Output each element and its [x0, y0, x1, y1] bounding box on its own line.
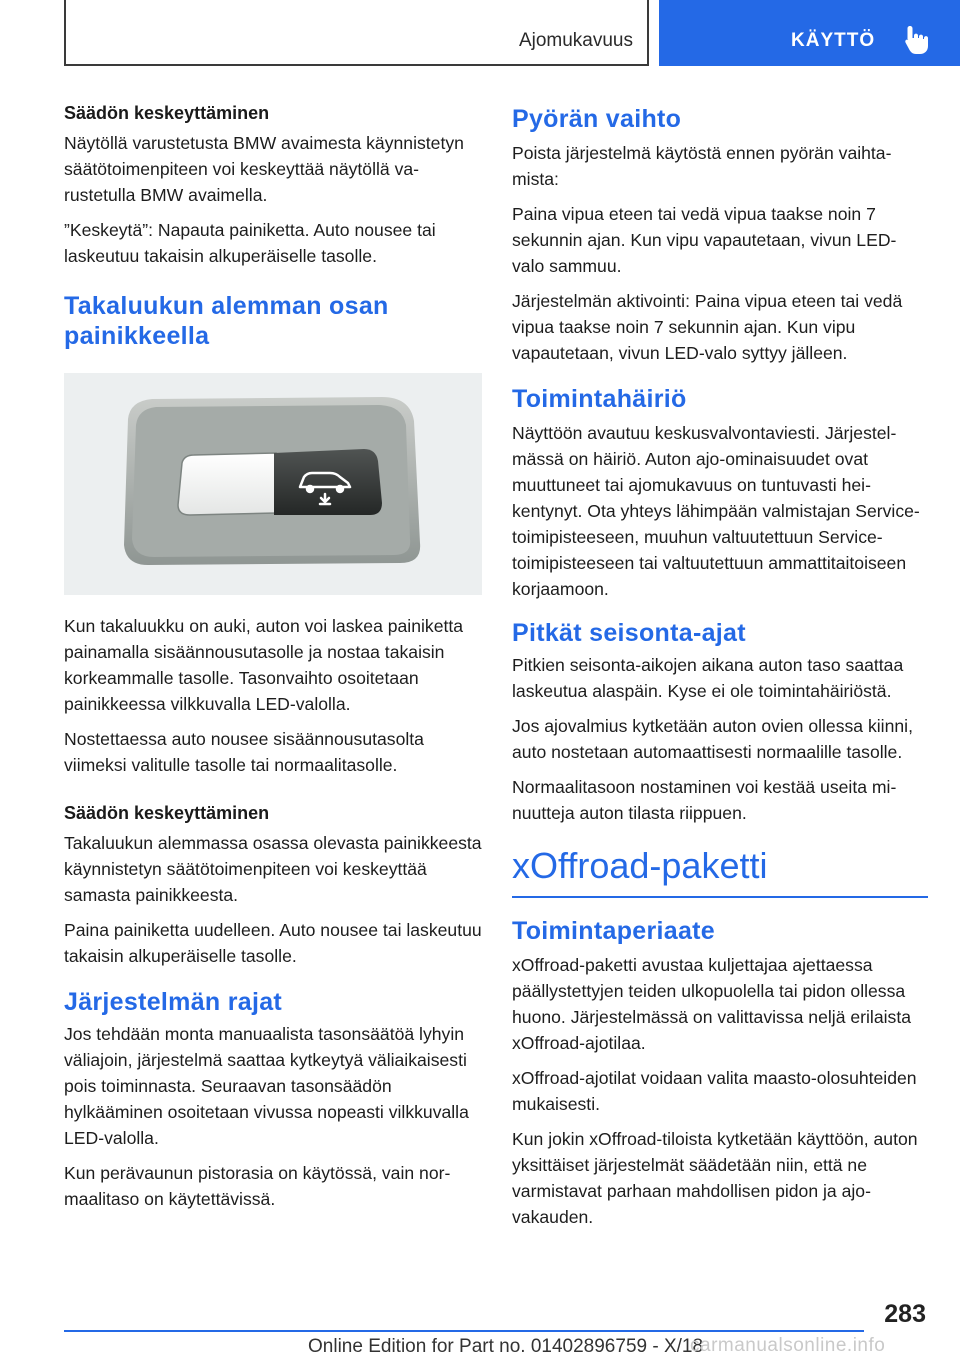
page-number: 283: [884, 1300, 926, 1328]
paragraph: Kun takaluukku on auki, auton voi laskea painiketta painamalla sisäännousutasolle ja nostaa takaisin korkeammalle tasolle. Tasonvaihto osoitetaan painikkeessa vilkkuvalla LED-valolla.: [64, 616, 464, 714]
header-chapter-title: KÄYTTÖ: [791, 30, 876, 51]
paragraph: Pitkien seisonta-aikojen aikana auton taso saattaa laskeutua alaspäin. Kyse ei ole toimintahäiriöstä.: [512, 655, 904, 701]
section-heading-principle: Toimintaperiaate: [512, 917, 715, 945]
paragraph: Näyttöön avautuu keskusvalvontaviesti. Järjestelmässä on häiriö. Auton ajo-ominaisuudet ovat muuttuneet tai ajomukavuus on tuntuvasti heikentynyt. Ota yhteys lähimpään valmistajan Service-toimipisteeseen, muuhun valtuutettuun Service-toimipisteeseen tai valtuutettuun ammattitaitoiseen korjaamoon.: [512, 423, 920, 599]
left-column: [64, 100, 482, 1221]
footer-edition-text: Online Edition for Part no. 01402896759 - X/18: [308, 1336, 704, 1357]
pointing-hand-icon: [904, 24, 932, 56]
section-heading-system-limits: Järjestelmän rajat: [64, 988, 283, 1016]
paragraph: Jos ajovalmius kytketään auton ovien ollessa kiinni, auto nostetaan automaattisesti normaalille tasolle.: [512, 716, 913, 762]
paragraph: Paina vipua eteen tai vedä vipua taakse noin 7 sekunnin ajan. Kun vipu vapautetaan, vivun LED-valo sammuu.: [512, 204, 897, 276]
header-section-box: [64, 0, 649, 66]
subheading-cancel-adjustment-2: Säädön keskeyttäminen: [64, 803, 270, 823]
paragraph: xOffroad-paketti avustaa kuljettajaa ajettaessa päällystettyjen teiden ulkopuolella tai pidon ollessa huono. Järjestelmässä on valittavissa neljä erilaista xOffroad-ajotilaa.: [512, 955, 911, 1053]
footer-divider: [64, 1330, 864, 1332]
paragraph: xOffroad-ajotilat voidaan valita maasto-olosuhteiden mukaisesti.: [512, 1068, 917, 1114]
section-heading-malfunction: Toimintahäiriö: [512, 385, 687, 413]
tailgate-lowering-button-icon: [64, 373, 482, 595]
right-column: [512, 100, 928, 1239]
section-heading-wheel-change: Pyörän vaihto: [512, 105, 682, 133]
paragraph: ”Keskeytä”: Napauta painiketta. Auto nousee tai laskeutuu takaisin alkuperäiselle tasolle.: [64, 220, 436, 266]
paragraph: Paina painiketta uudelleen. Auto nousee tai laskeutuu takaisin alkuperäiselle tasolle.: [64, 920, 482, 966]
subheading-cancel-adjustment: Säädön keskeyttäminen: [64, 103, 270, 123]
header-chapter-tab: [659, 0, 960, 66]
paragraph: Kun jokin xOffroad-tiloista kytketään käyttöön, auton yksittäiset järjestelmät säädetään niin, että ne varmistavat parhaan mahdollisen pidon ja ajovakauden.: [512, 1129, 918, 1227]
paragraph: Poista järjestelmä käytöstä ennen pyörän vaihtamista:: [512, 143, 892, 189]
section-heading-tailgate-button: Takaluukun alemman osan painikkeella: [64, 292, 389, 350]
paragraph: Näytöllä varustetusta BMW avaimesta käynnistetyn säätötoimenpiteen voi keskeyttää näytöllä varustetulla BMW avaimella.: [64, 133, 464, 205]
tailgate-button-figure: [64, 373, 482, 595]
paragraph: Kun perävaunun pistorasia on käytössä, vain normaalitaso on käytettävissä.: [64, 1163, 451, 1209]
section-heading-long-standing: Pitkät seisonta-ajat: [512, 619, 746, 647]
paragraph: Järjestelmän aktivointi: Paina vipua eteen tai vedä vipua taakse noin 7 sekunnin ajan. Kun vipu vapautetaan, vivun LED-valo syttyy jälleen.: [512, 291, 903, 363]
paragraph: Jos tehdään monta manuaalista tasonsäätöä lyhyin väliajoin, järjestelmä saattaa kytkeytyä väliaikaisesti pois toiminnasta. Seuraavan tasonsäädön hylkääminen osoitetaan vivussa nopeasti vilkkuvalla LED-valolla.: [64, 1024, 469, 1148]
paragraph: Takaluukun alemmassa osassa olevasta painikkeesta käynnistetyn säätötoimenpiteen voi keskeyttää samasta painikkeesta.: [64, 833, 482, 905]
paragraph: Nostettaessa auto nousee sisäännousutasolta viimeksi valitulle tasolle tai normaalitasolle.: [64, 729, 424, 775]
paragraph: Normaalitasoon nostaminen voi kestää useita minuutteja auton tilasta riippuen.: [512, 777, 897, 823]
watermark: carmanualsonline.info: [690, 1335, 886, 1356]
header-section-title: Ajomukavuus: [518, 30, 633, 51]
chapter-title-xoffroad: xOffroad-paketti: [512, 844, 928, 898]
